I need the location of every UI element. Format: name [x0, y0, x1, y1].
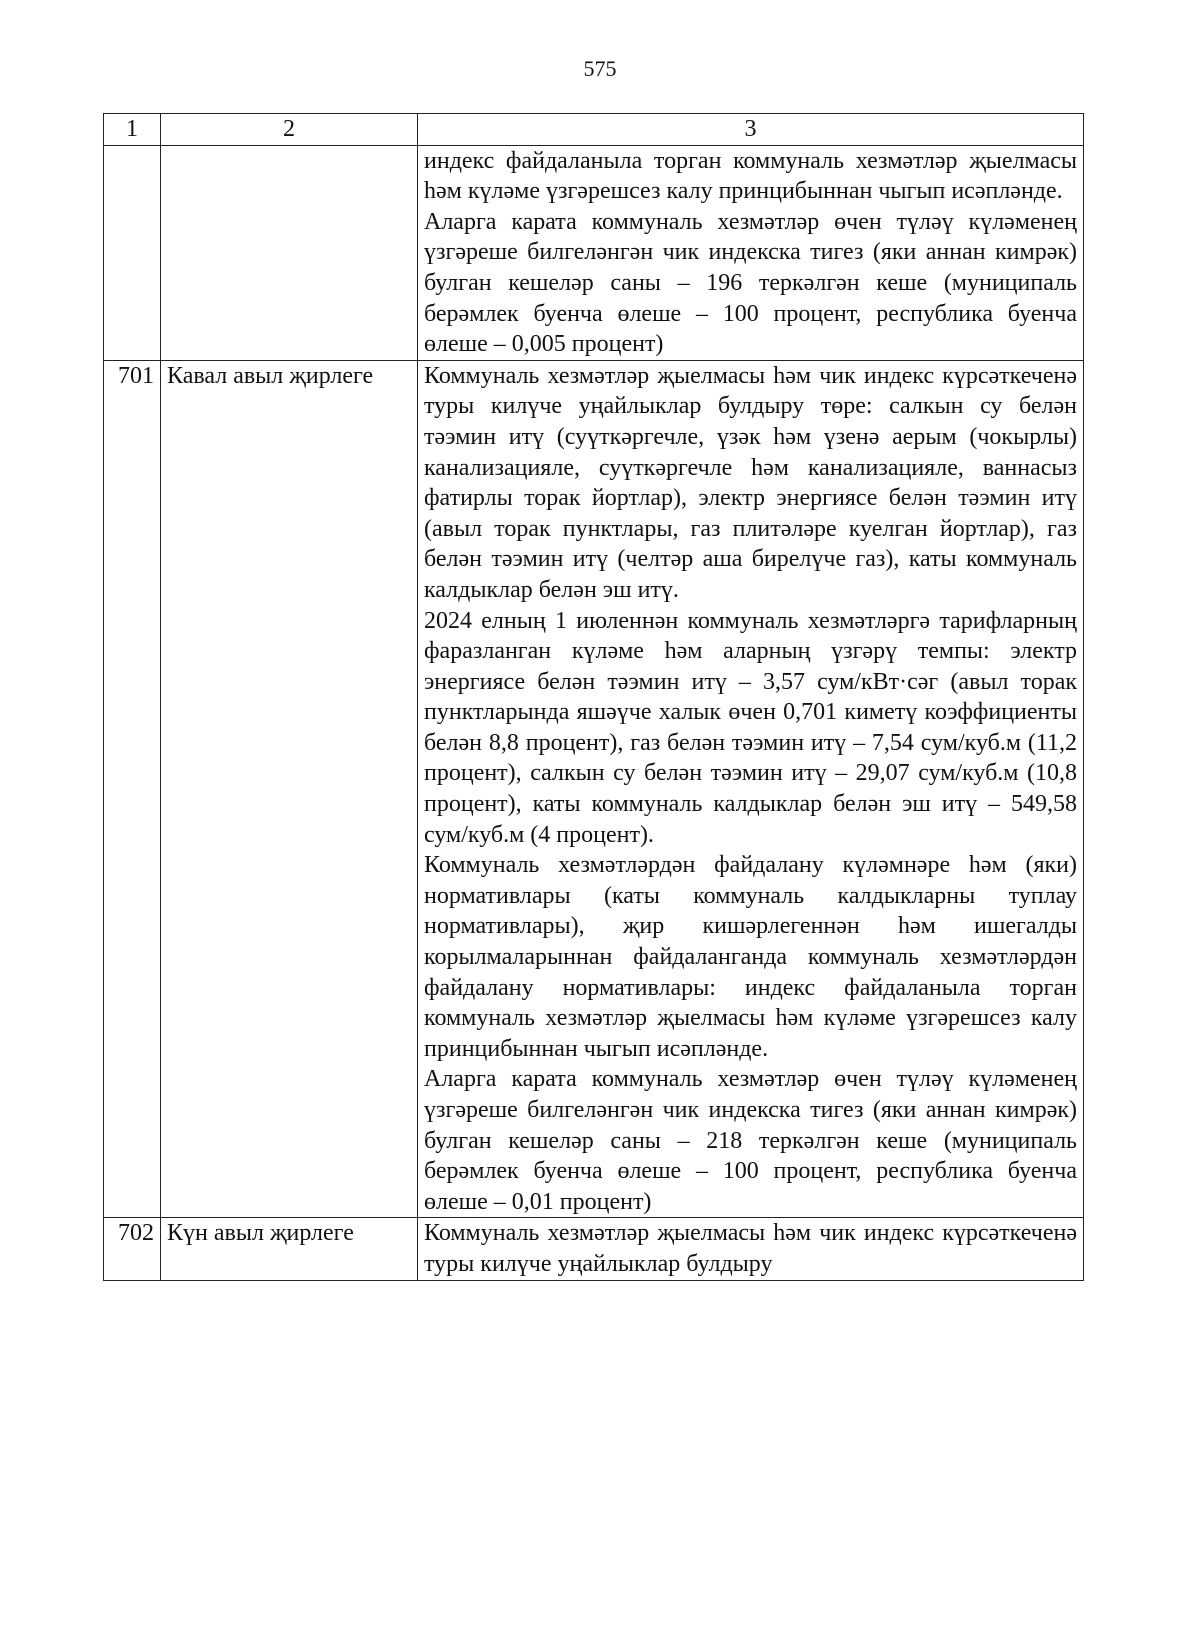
document-table	[103, 113, 1084, 1281]
table-header-row	[104, 114, 1084, 146]
row-description	[418, 1218, 1084, 1280]
paragraph: Коммуналь хезмәтләрдән файдалану күләмнәре һәм (яки) нормативлары (каты коммуналь калдыкларны туплау нормативлары), җир кишәрлегеннән һәм ишегалды корылмаларыннан файдаланганда коммуналь хезмәтләрдән файдалану нормативлары: индекс файдаланыла торган коммуналь хезмәтләр җыелмасы һәм күләме үзгәрешсез калу принцибыннан чыгып исәпләнде.	[424, 852, 1077, 1062]
row-description	[418, 145, 1084, 360]
row-description	[418, 360, 1084, 1218]
row-number: 702	[104, 1218, 161, 1280]
header-col-1: 1	[104, 114, 161, 146]
settlement-name	[161, 145, 418, 360]
paragraph: Коммуналь хезмәтләр җыелмасы һәм чик индекс күрсәткеченә туры килүче уңайлыклар булдыру	[424, 1220, 1077, 1277]
header-col-3: 3	[418, 114, 1084, 146]
paragraph: Аларга карата коммуналь хезмәтләр өчен түләү күләменең үзгәреше билгеләнгән чик индекска тигез (яки аннан кимрәк) булган кешеләр саны – 218 теркәлгән кеше (муниципаль берәмлек буенча өлеше – 100 процент, республика буенча өлеше – 0,01 процент)	[424, 1066, 1077, 1215]
row-number: 701	[104, 360, 161, 1218]
page-number: 575	[583, 56, 617, 81]
settlement-name: Кавал авыл җирлеге	[161, 360, 418, 1218]
table-row	[104, 1218, 1084, 1280]
paragraph: индекс файдаланыла торган коммуналь хезмәтләр җыелмасы һәм күләме үзгәрешсез калу принцибыннан чыгып исәпләнде.	[424, 147, 1077, 205]
table-row	[104, 360, 1084, 1218]
paragraph: 2024 елның 1 июленнән коммуналь хезмәтләргә тарифларның фаразланган күләме һәм аларның үзгәрү темпы: электр энергиясе белән тәэмин итү – 3,57 сум/кВт·сәг (авыл торак пунктларында яшәүче халык өчен 0,701 киметү коэффициенты белән 8,8 процент), газ белән тәэмин итү – 7,54 сум/куб.м (11,2 процент), салкын су белән тәэмин итү – 29,07 сум/куб.м (10,8 процент), каты коммуналь калдыклар белән эш итү – 549,58 сум/куб.м (4 процент).	[424, 607, 1077, 848]
paragraph: Аларга карата коммуналь хезмәтләр өчен түләү күләменең үзгәреше билгеләнгән чик индекска тигез (яки аннан кимрәк) булган кешеләр саны – 196 теркәлгән кеше (муниципаль берәмлек буенча өлеше – 100 процент, республика буенча өлеше – 0,005 процент)	[424, 208, 1077, 358]
header-col-2: 2	[161, 114, 418, 146]
settlement-name: Күн авыл җирлеге	[161, 1218, 418, 1280]
paragraph: Коммуналь хезмәтләр җыелмасы һәм чик индекс күрсәткеченә туры килүче уңайлыклар булдыру төре: салкын су белән тәэмин итү (суүткәргечле, үзәк һәм үзенә аерым (чокырлы) канализацияле, суүткәргечле һәм канализацияле, ваннасыз фатирлы торак йортлар), электр энергиясе белән тәэмин итү (авыл торак пунктлары, газ плитәләре куелган йортлар), газ белән тәэмин итү (челтәр аша бирелүче газ), каты коммуналь калдыклар белән эш итү.	[424, 362, 1077, 603]
row-number	[104, 145, 161, 360]
table-row	[104, 145, 1084, 360]
